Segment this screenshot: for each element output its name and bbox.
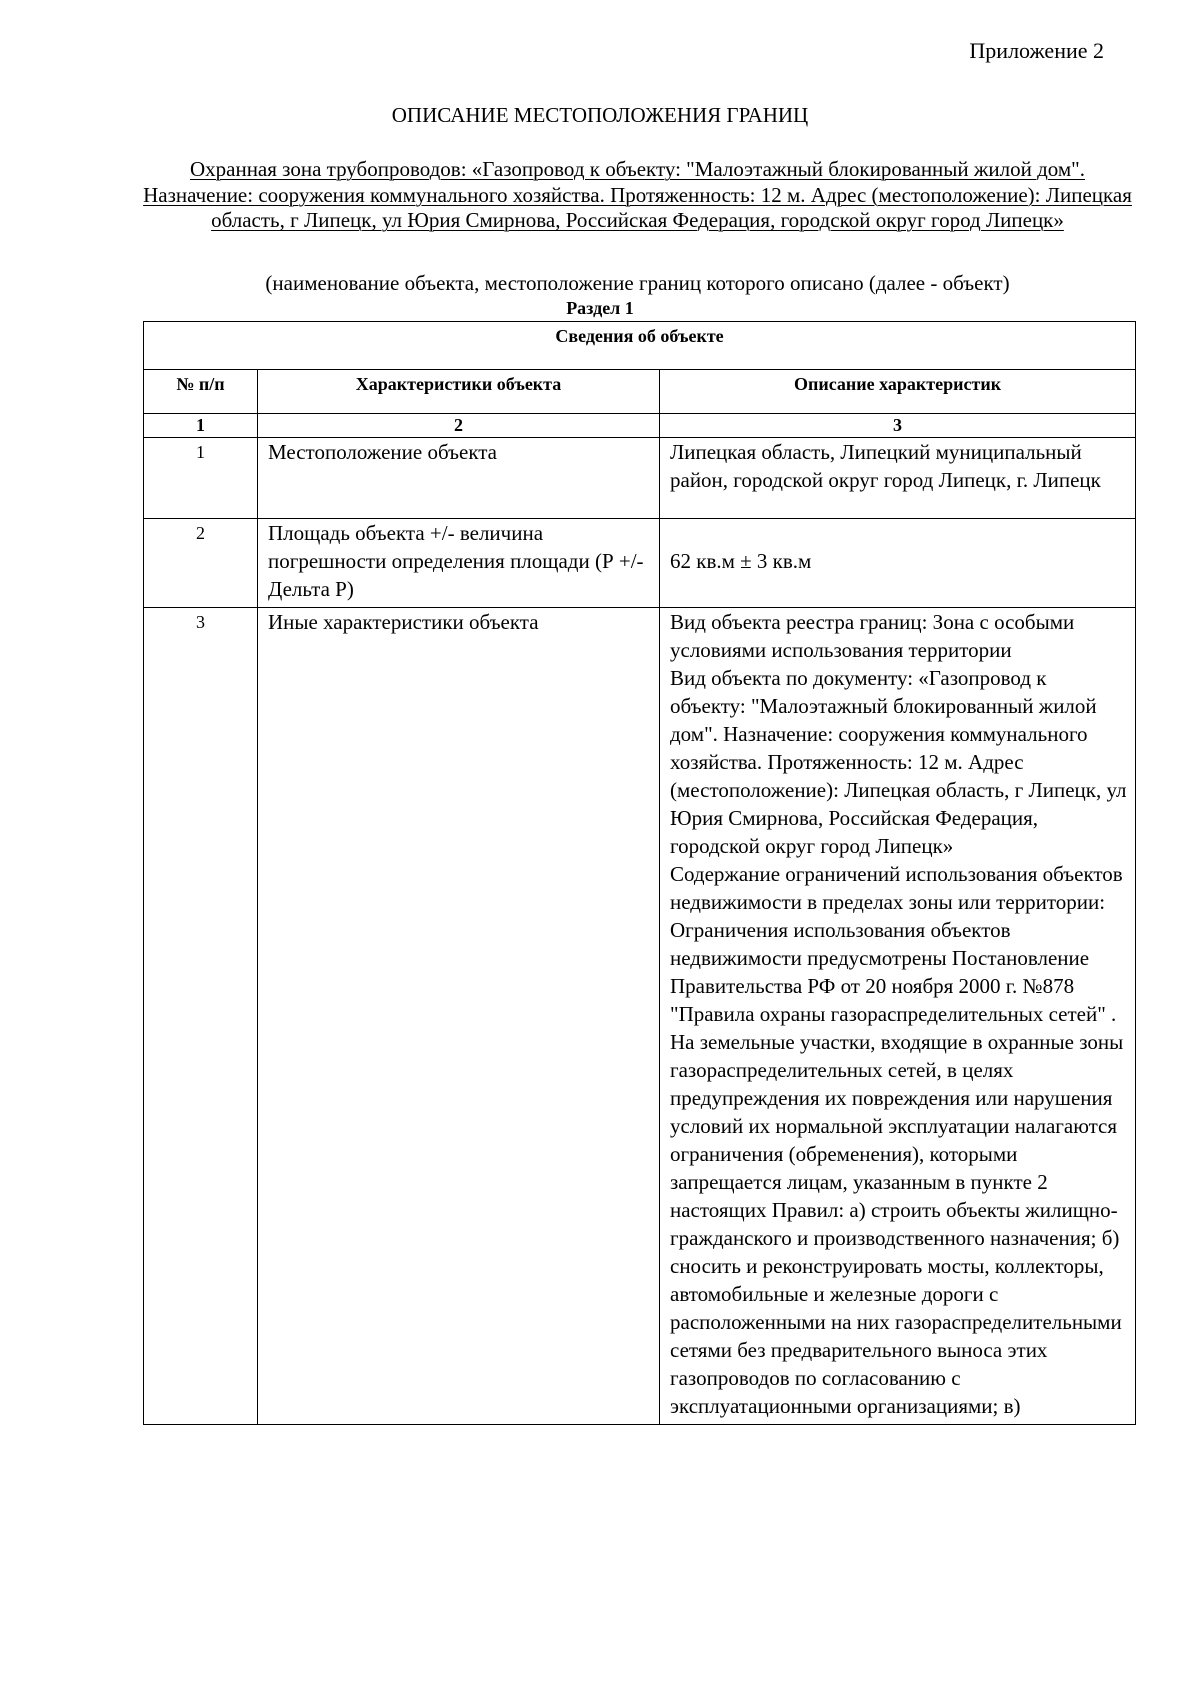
- row-description: [660, 608, 1136, 1425]
- table-caption: Сведения об объекте: [144, 322, 1136, 370]
- description-paragraph: Вид объекта реестра границ: Зона с особыми условиями использования территории: [670, 610, 1075, 662]
- description-paragraph: Вид объекта по документу: «Газопровод к объекту: "Малоэтажный блокированный жилой дом". Назначение: сооружения коммунального хозяйства. Протяженность: 12 м. Адрес (местоположение): Липецкая область, г Липецк, ул Юрия Смирнова, Российская Федерация, городской округ город Липецк»: [670, 666, 1127, 858]
- appendix-label: Приложение 2: [969, 38, 1104, 63]
- table-row: [144, 438, 1136, 519]
- table-caption-row: [144, 322, 1136, 370]
- header-number: № п/п: [144, 370, 258, 414]
- column-number: 1: [144, 414, 258, 438]
- row-number: 3: [144, 608, 258, 1425]
- table-header-row: [144, 370, 1136, 414]
- row-description: [660, 519, 1136, 608]
- row-number: 1: [144, 438, 258, 519]
- header-description: Описание характеристик: [660, 370, 1136, 414]
- object-info-table: [143, 321, 1136, 1425]
- row-characteristic: Местоположение объекта: [258, 438, 660, 519]
- description-paragraph: Содержание ограничений использования объектов недвижимости в пределах зоны или территории: Ограничения использования объектов недвижимости предусмотрены Постановление Правительства РФ от 20 ноября 2000 г. №878 "Правила охраны газораспределительных сетей" . На земельные участки, входящие в охранные зоны газораспределительных сетей, в целях предупреждения их повреждения или нарушения условий их нормальной эксплуатации налагаются ограничения (обременения), которыми запрещается лицам, указанным в пункте 2 настоящих Правил: а) строить объекты жилищно-гражданского и производственного назначения; б) сносить и реконструировать мосты, коллекторы, автомобильные и железные дороги с расположенными на них газораспределительными сетями без предварительного выноса этих газопроводов по согласованию с эксплуатационными организациями; в): [670, 862, 1124, 1418]
- row-number: 2: [144, 519, 258, 608]
- column-number: 3: [660, 414, 1136, 438]
- row-description: [660, 438, 1136, 519]
- row-characteristic: Площадь объекта +/- величина погрешности определения площади (Р +/- Дельта Р): [258, 519, 660, 608]
- description-paragraph: 62 кв.м ± 3 кв.м: [670, 549, 812, 573]
- object-caption: (наименование объекта, местоположение границ которого описано (далее - объект): [265, 271, 1010, 295]
- document-title: ОПИСАНИЕ МЕСТОПОЛОЖЕНИЯ ГРАНИЦ: [391, 103, 809, 127]
- column-number: 2: [258, 414, 660, 438]
- header-characteristic: Характеристики объекта: [258, 370, 660, 414]
- table-row: [144, 608, 1136, 1425]
- section-label: Раздел 1: [566, 298, 634, 318]
- object-name: Охранная зона трубопроводов: «Газопровод к объекту: "Малоэтажный блокированный жилой дом". Назначение: сооружения коммунального хозяйства. Протяженность: 12 м. Адрес (местоположение): Липецкая область, г Липецк, ул Юрия Смирнова, Российская Федерация, городской округ город Липецк»: [143, 157, 1132, 232]
- column-number-row: [144, 414, 1136, 438]
- description-paragraph: Липецкая область, Липецкий муниципальный район, городской округ город Липецк, г. Липецк: [670, 440, 1101, 492]
- row-characteristic: Иные характеристики объекта: [258, 608, 660, 1425]
- table-row: [144, 519, 1136, 608]
